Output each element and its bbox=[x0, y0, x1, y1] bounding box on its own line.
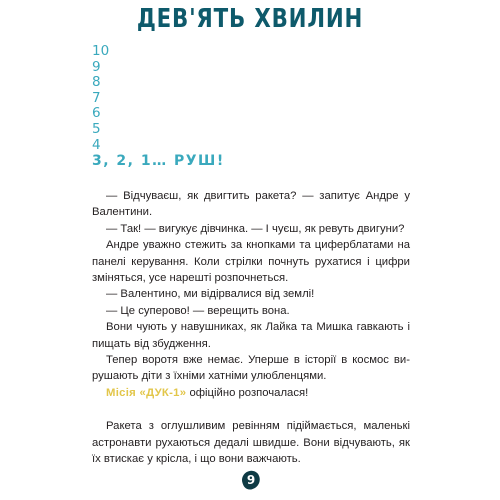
countdown-go: 3, 2, 1… РУШ! bbox=[92, 153, 225, 170]
page-number: 9 bbox=[246, 473, 256, 487]
paragraph: — Так! — вигукує дівчинка. — І чуєш, як ревуть двигуни? bbox=[106, 222, 405, 235]
countdown-number: 5 bbox=[92, 120, 101, 137]
countdown-number: 8 bbox=[92, 74, 101, 91]
countdown-number: 9 bbox=[92, 58, 101, 75]
mission-rest: офіційно розпочалася! bbox=[186, 386, 309, 399]
paragraph: — Це суперово! — верещить вона. bbox=[106, 304, 290, 317]
paragraph: — Відчуваєш, як двигтить ракета? — запитує Андре у Валентини. bbox=[92, 190, 410, 219]
paragraph: — Валентино, ми відірвалися від землі! bbox=[106, 288, 315, 301]
paragraph-gap bbox=[92, 401, 410, 418]
paragraph: Андре уважно стежить за кнопками та циферблатами на панелі керування. Коли стрілки почнуть рухатися і цифри зміняться, усе нарешті розпочнеться. bbox=[92, 239, 410, 285]
page-number-badge bbox=[240, 470, 262, 490]
paragraph: Тепер воротя вже немає. Уперше в історії в космос вирушають діти з їхніми хатніми улюбленцями. bbox=[92, 354, 410, 383]
paragraph: Вони чують у навушниках, як Лайка та Мишка гавкають і пищать від збудження. bbox=[92, 321, 410, 350]
countdown-number: 7 bbox=[92, 89, 101, 106]
countdown bbox=[92, 44, 225, 170]
countdown-number: 6 bbox=[92, 105, 101, 122]
countdown-number: 10 bbox=[92, 43, 110, 59]
chapter-title: ДЕВ'ЯТЬ ХВИЛИН bbox=[136, 4, 364, 34]
story-text bbox=[92, 188, 410, 468]
paragraph: Ракета з оглушливим ревінням підіймається, маленькі астронавти рухаються дедалі швидше. Вони відчувають, як їх втискає у крісла, і що вони важчають. bbox=[92, 420, 410, 466]
mission-name: Місія «ДУК-1» bbox=[106, 386, 187, 399]
countdown-number: 4 bbox=[92, 136, 101, 153]
mission-paragraph bbox=[92, 385, 410, 401]
